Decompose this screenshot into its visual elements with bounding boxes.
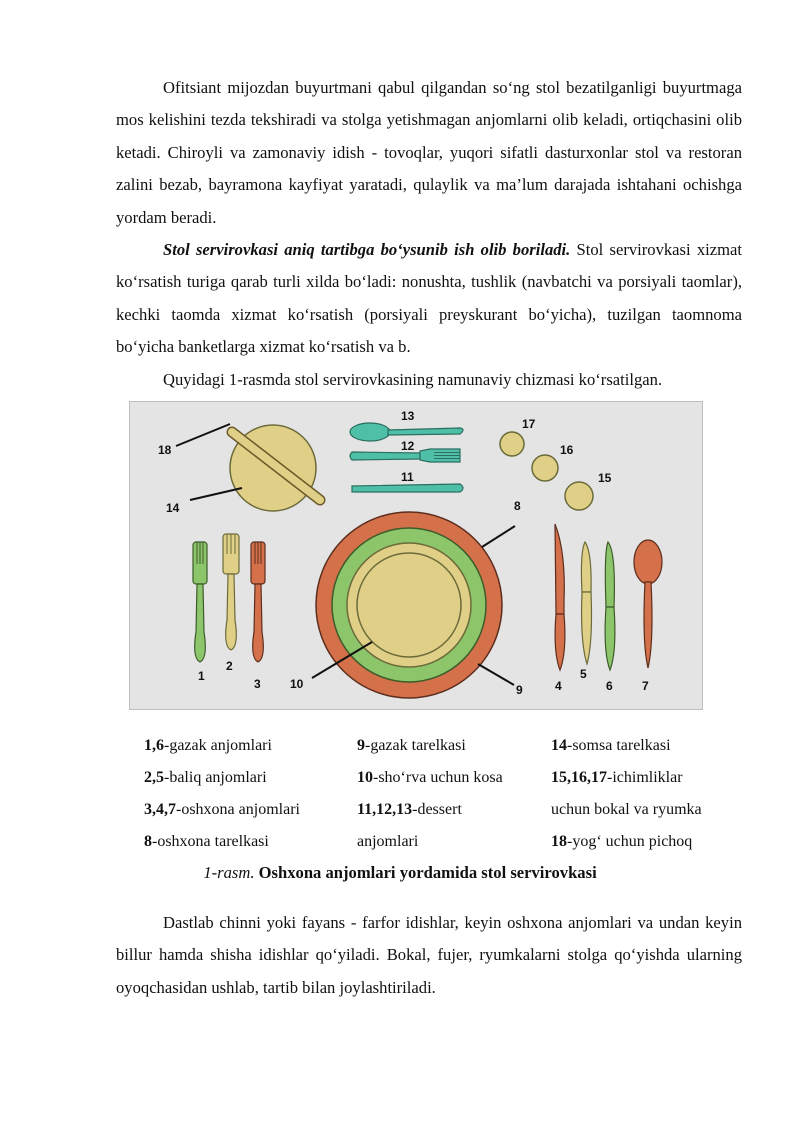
paragraph-2-rest: Stol servirovkasi xizmat ko‘rsatish turiga qarab turli xilda bo‘ladi: nonushta, tushlik (navbatchi va porsiyali taomlar), kechki taomda xizmat ko‘rsatish (porsiyali preyskurant bo‘yicha), tuzilgan taomnoma bo‘yicha banketlarga xizmat ko‘rsatish va b. bbox=[116, 240, 742, 357]
leader-8 bbox=[482, 526, 515, 547]
paragraph-3: Quyidagi 1-rasmda stol servirovkasining namunaviy chizmasi ko‘rsatilgan. bbox=[163, 369, 663, 389]
figure-caption bbox=[0, 861, 800, 885]
caption-number: 1-rasm. bbox=[203, 863, 255, 882]
snack-knife bbox=[605, 542, 615, 670]
glass-16 bbox=[532, 455, 558, 481]
fish-knife bbox=[581, 542, 591, 664]
table-knife bbox=[555, 524, 565, 670]
paragraph-2 bbox=[116, 234, 742, 364]
text-block-top bbox=[116, 72, 742, 396]
label-10: 10 bbox=[290, 677, 304, 691]
legend-item: 9-gazak tarelkasi bbox=[357, 737, 466, 754]
label-15: 15 bbox=[598, 471, 612, 485]
legend-column-2 bbox=[357, 730, 503, 858]
label-14: 14 bbox=[166, 501, 180, 515]
paragraph-2-bold: Stol servirovkasi aniq tartibga bo‘ysunib ish olib boriladi. bbox=[163, 240, 571, 260]
table-fork bbox=[251, 542, 265, 662]
label-5: 5 bbox=[580, 667, 587, 681]
leader-9 bbox=[478, 664, 514, 685]
legend-item: 3,4,7-oshxona anjomlari bbox=[144, 801, 300, 818]
label-18: 18 bbox=[158, 443, 172, 457]
caption-title: Oshxona anjomlari yordamida stol servirovkasi bbox=[254, 863, 597, 882]
legend-item: 14-somsa tarelkasi bbox=[551, 737, 671, 754]
legend-item: 15,16,17-ichimliklar bbox=[551, 769, 683, 786]
label-13: 13 bbox=[401, 409, 415, 423]
glass-17 bbox=[500, 432, 524, 456]
legend-item: 8-oshxona tarelkasi bbox=[144, 833, 269, 850]
legend-item: 18-yog‘ uchun pichoq bbox=[551, 833, 693, 850]
label-12: 12 bbox=[401, 439, 415, 453]
glass-15 bbox=[565, 482, 593, 510]
leader-14 bbox=[190, 488, 242, 500]
leader-18 bbox=[176, 424, 230, 446]
legend-item: 2,5-baliq anjomlari bbox=[144, 769, 267, 786]
label-8: 8 bbox=[514, 499, 521, 513]
label-3: 3 bbox=[254, 677, 261, 691]
legend-item: 1,6-gazak anjomlari bbox=[144, 737, 272, 754]
paragraph-4: Dastlab chinni yoki fayans - farfor idishlar, keyin oshxona anjomlari va undan keyin billur hamda shisha idishlar qo‘yiladi. Bokal, fujer, ryumkalarni stolga qo‘yishda ularning oyoqchasidan ushlab, tartib bilan joylashtiriladi. bbox=[116, 913, 742, 997]
table-setting-diagram bbox=[130, 402, 702, 709]
label-2: 2 bbox=[226, 659, 233, 673]
legend-column-1 bbox=[144, 730, 300, 858]
legend-column-3 bbox=[551, 730, 702, 858]
table-spoon bbox=[634, 540, 662, 668]
text-block-bottom bbox=[116, 907, 742, 1004]
soup-bowl bbox=[357, 553, 461, 657]
legend-item: anjomlari bbox=[357, 833, 419, 850]
label-9: 9 bbox=[516, 683, 523, 697]
legend-item: 10-sho‘rva uchun kosa bbox=[357, 769, 503, 786]
paragraph-1: Ofitsiant mijozdan buyurtmani qabul qilgandan so‘ng stol bezatilganligi buyurtmaga mos kelishini tezda tekshiradi va stolga yetishmagan anjomlarni olib keladi, ortiqchasini olib ketadi. Chiroyli va zamonaviy idish - tovoqlar, yuqori sifatli dasturxonlar stol va restoran zalini bezab, bayramona kayfiyat yaratadi, qulaylik va ma’lum darajada ishtahani ochishga yordam beradi. bbox=[116, 78, 742, 227]
label-17: 17 bbox=[522, 417, 536, 431]
dessert-knife bbox=[352, 484, 463, 492]
label-1: 1 bbox=[198, 669, 205, 683]
table-setting-figure bbox=[129, 401, 703, 710]
label-4: 4 bbox=[555, 679, 562, 693]
label-11: 11 bbox=[401, 470, 414, 484]
legend-item: uchun bokal va ryumka bbox=[551, 801, 702, 818]
label-16: 16 bbox=[560, 443, 574, 457]
legend-item: 11,12,13-dessert bbox=[357, 801, 462, 818]
fish-fork bbox=[223, 534, 239, 650]
label-7: 7 bbox=[642, 679, 649, 693]
label-6: 6 bbox=[606, 679, 613, 693]
snack-fork bbox=[193, 542, 207, 662]
